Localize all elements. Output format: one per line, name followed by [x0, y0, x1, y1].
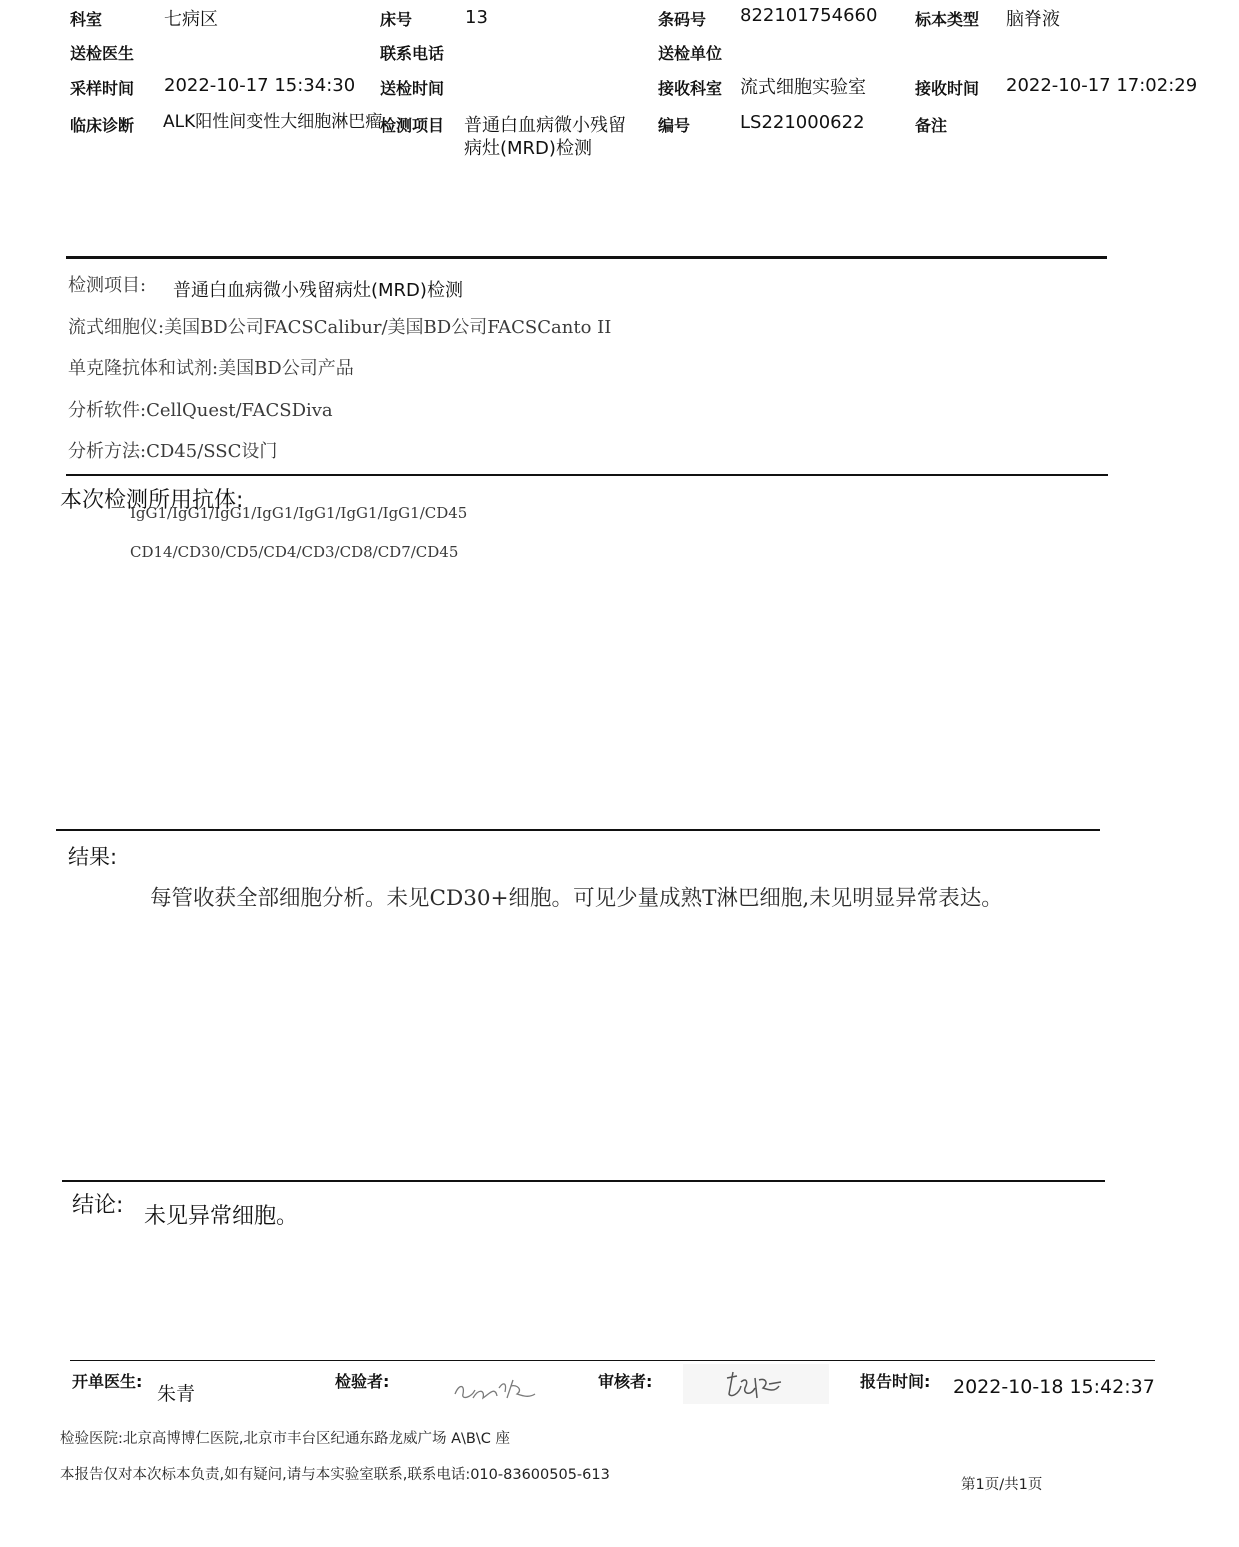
recv-dept-value: 流式细胞实验室 — [740, 77, 866, 98]
antibody-line: IgG1/IgG1/IgG1/IgG1/IgG1/IgG1/IgG1/CD45 — [130, 504, 468, 522]
analysis-line: 分析方法:CD45/SSC设门 — [68, 441, 278, 462]
cytometer-line: 流式细胞仪:美国BD公司FACSCalibur/美国BD公司FACSCanto II — [68, 317, 612, 338]
recv-time-label: 接收时间 — [915, 79, 980, 98]
number-value: LS221000622 — [740, 112, 865, 133]
recv-dept-label: 接收科室 — [658, 79, 723, 98]
recv-time-value: 2022-10-17 17:02:29 — [1006, 75, 1198, 96]
test-item-label: 检测项目: — [68, 275, 147, 296]
test-value: 普通白血病微小残留病灶(MRD)检测 — [464, 115, 626, 159]
test-item-value: 普通白血病微小残留病灶(MRD)检测 — [173, 280, 463, 301]
barcode-value: 822101754660 — [740, 5, 878, 26]
diagnosis-value: ALK阳性间变性大细胞淋巴瘤 — [163, 112, 383, 132]
test-label: 检测项目 — [380, 116, 445, 135]
hospital-info: 检验医院:北京高博博仁医院,北京市丰台区纪通东路龙威广场 A\B\C 座 — [60, 1431, 510, 1447]
specimen-value: 脑脊液 — [1006, 9, 1060, 30]
reviewer-signature — [683, 1364, 829, 1404]
page-number: 第1页/共1页 — [961, 1477, 1043, 1493]
report-time-label: 报告时间: — [860, 1372, 931, 1391]
divider — [70, 1360, 1155, 1361]
dept-value: 七病区 — [164, 9, 218, 30]
report-time-value: 2022-10-18 15:42:37 — [953, 1376, 1155, 1398]
divider — [62, 1180, 1105, 1182]
software-line: 分析软件:CellQuest/FACSDiva — [68, 400, 333, 421]
number-label: 编号 — [658, 116, 691, 135]
order-doctor-label: 开单医生: — [72, 1372, 143, 1391]
result-text: 每管收获全部细胞分析。未见CD30+细胞。可见少量成熟T淋巴细胞,未见明显异常表达。 — [150, 886, 1003, 911]
specimen-label: 标本类型 — [915, 10, 980, 29]
antibody-line: CD14/CD30/CD5/CD4/CD3/CD8/CD7/CD45 — [130, 543, 459, 561]
remark-label: 备注 — [915, 116, 948, 135]
disclaimer: 本报告仅对本次标本负责,如有疑问,请与本实验室联系,联系电话:010-83600505-613 — [60, 1467, 610, 1483]
bed-label: 床号 — [380, 10, 413, 29]
conclusion-text: 未见异常细胞。 — [144, 1204, 299, 1229]
phone-label: 联系电话 — [380, 44, 445, 63]
order-doctor-value: 朱青 — [157, 1383, 196, 1405]
unit-label: 送检单位 — [658, 44, 723, 63]
sample-time-label: 采样时间 — [70, 79, 135, 98]
doctor-label: 送检医生 — [70, 44, 135, 63]
dept-label: 科室 — [70, 10, 103, 29]
reviewer-label: 审核者: — [598, 1372, 653, 1391]
divider — [66, 474, 1108, 476]
result-label: 结果: — [68, 845, 118, 869]
examiner-signature — [445, 1368, 545, 1408]
antibodies-title: 本次检测所用抗体: — [60, 488, 244, 513]
send-time-label: 送检时间 — [380, 79, 445, 98]
diagnosis-label: 临床诊断 — [70, 116, 135, 135]
sample-time-value: 2022-10-17 15:34:30 — [164, 75, 356, 96]
reagents-line: 单克隆抗体和试剂:美国BD公司产品 — [68, 358, 354, 379]
barcode-label: 条码号 — [658, 10, 707, 29]
bed-value: 13 — [465, 7, 488, 28]
examiner-label: 检验者: — [335, 1372, 390, 1391]
conclusion-label: 结论: — [72, 1193, 124, 1218]
divider — [56, 829, 1100, 831]
divider — [66, 256, 1107, 259]
